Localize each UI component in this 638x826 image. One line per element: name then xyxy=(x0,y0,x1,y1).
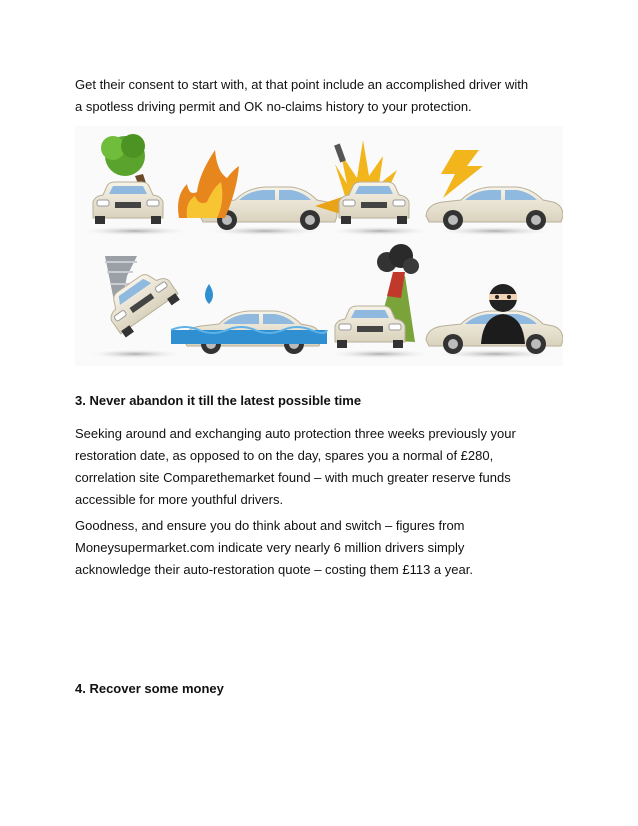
s3-p2-line-2: Moneysupermarket.com indicate very nearly 6 million drivers simply xyxy=(75,540,465,555)
s3-p1-line-1: Seeking around and exchanging auto protection three weeks previously your xyxy=(75,426,516,441)
s3-p2-line-3: acknowledge their auto-restoration quote – costing them £113 a year. xyxy=(75,562,473,577)
intro-line-1: Get their consent to start with, at that point include an accomplished driver with xyxy=(75,77,529,92)
s3-p1-line-4: accessible for more youthful drivers. xyxy=(75,492,284,507)
theft-hazard-tile xyxy=(426,284,563,354)
s3-p1-line-3: correlation site Comparethemarket found – with much greater reserve funds xyxy=(75,470,511,485)
section-3-paragraph-2 xyxy=(75,515,565,581)
insurance-hazards-image xyxy=(75,126,563,366)
section-4-heading: 4. Recover some money xyxy=(75,681,224,696)
s3-p1-line-2: restoration date, as opposed to on the day, spares you a normal of £280, xyxy=(75,448,494,463)
section-3-heading: 3. Never abandon it till the latest possible time xyxy=(75,393,362,408)
section-3-paragraph-1 xyxy=(75,423,565,511)
tornado-hazard-tile xyxy=(100,256,181,339)
intro-line-2: a spotless driving permit and OK no-claims history to your protection. xyxy=(75,99,472,114)
fire-hazard-tile xyxy=(178,150,337,230)
flood-hazard-tile xyxy=(171,284,327,354)
volcano-hazard-tile xyxy=(335,244,419,348)
lightning-hazard-tile xyxy=(426,150,563,230)
s3-p2-line-1: Goodness, and ensure you do think about and switch – figures from xyxy=(75,518,465,533)
intro-paragraph xyxy=(75,74,565,118)
tree-hazard-tile xyxy=(93,134,163,224)
car-insurance-illustration xyxy=(75,126,563,366)
